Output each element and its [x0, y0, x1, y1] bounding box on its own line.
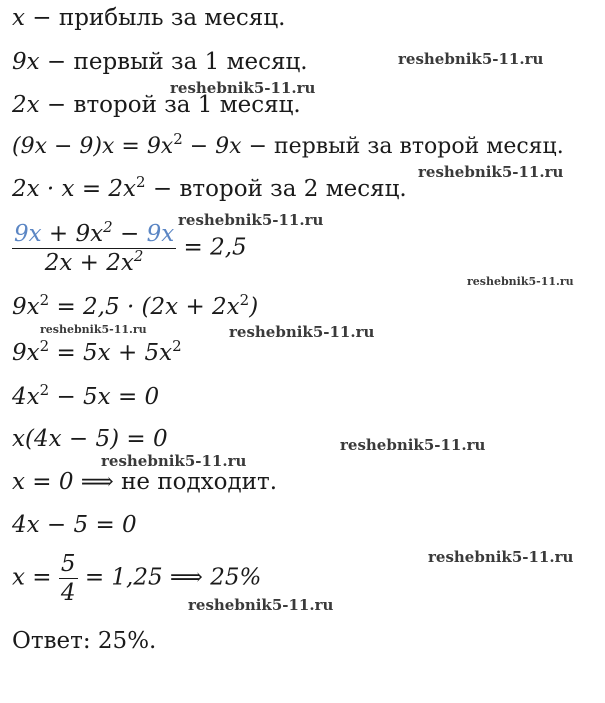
exponent: 2: [173, 130, 183, 148]
exponent: 2: [172, 337, 182, 355]
solution-line-8: [12, 339, 182, 367]
fraction-denominator: 4: [60, 580, 76, 606]
line-text: − прибыль за месяц.: [24, 5, 286, 31]
math-expression: x = 0 ⟹: [12, 469, 122, 495]
exponent: 2: [39, 291, 50, 309]
math-expression: x =: [12, 564, 59, 591]
watermark: reshebnik5-11.ru: [101, 452, 247, 470]
line-text: − первый за 1 месяц.: [39, 49, 308, 75]
math-expression: x(4x − 5) = 0: [12, 426, 168, 452]
watermark: reshebnik5-11.ru: [418, 163, 564, 181]
fraction-numerator: 5: [60, 551, 76, 577]
fraction-denominator: [12, 249, 176, 277]
watermark: reshebnik5-11.ru: [178, 211, 324, 229]
math-expression: 2x + 2x: [44, 250, 134, 276]
line-text: − второй за 2 месяц.: [145, 176, 407, 202]
solution-line-9: [12, 383, 159, 411]
solution-line-1: [12, 4, 285, 32]
exponent: 2: [133, 247, 144, 265]
watermark: reshebnik5-11.ru: [170, 79, 316, 97]
watermark: reshebnik5-11.ru: [398, 50, 544, 68]
exponent: 2: [239, 291, 250, 309]
fraction: [59, 550, 78, 607]
math-expression: 9x: [12, 49, 40, 75]
math-expression: −: [112, 221, 147, 247]
solution-line-5: [12, 175, 407, 203]
math-expression: 4x: [12, 384, 40, 410]
solution-line-11: [12, 468, 277, 496]
answer-text: Ответ: 25%.: [12, 628, 157, 654]
line-text: − первый за второй месяц.: [241, 134, 564, 159]
solution-line-14: [12, 627, 156, 655]
math-expression: − 5x = 0: [49, 384, 160, 410]
math-expression: = 2,5 · (2x + 2x: [49, 294, 240, 320]
exponent: 2: [39, 337, 50, 355]
watermark: reshebnik5-11.ru: [340, 436, 486, 454]
math-expression: = 2,5: [176, 234, 247, 261]
solution-line-7: [12, 293, 258, 321]
watermark: reshebnik5-11.ru: [188, 596, 334, 614]
fraction: [12, 220, 176, 277]
exponent: 2: [103, 218, 113, 236]
cancelled-term: 9x: [146, 221, 175, 247]
solution-line-4: [12, 130, 564, 161]
solution-line-2: [12, 48, 308, 76]
fraction-numerator: [12, 220, 176, 249]
solution-line-10: [12, 425, 168, 453]
math-expression: 2x: [12, 92, 40, 118]
math-expression: 9x: [12, 294, 40, 320]
line-text: не подходит.: [121, 469, 278, 495]
math-expression: = 1,25 ⟹ 25%: [77, 564, 262, 591]
cancelled-term: 9x: [14, 221, 42, 247]
exponent: 2: [136, 173, 146, 191]
line-text: − второй за 1 месяц.: [39, 92, 301, 118]
math-expression: = 5x + 5x: [49, 340, 173, 366]
exponent: 2: [39, 381, 50, 399]
math-expression: + 9x: [41, 221, 104, 247]
watermark: reshebnik5-11.ru: [467, 275, 574, 288]
math-expression: (9x − 9)x = 9x: [12, 134, 174, 159]
math-expression: 4x − 5 = 0: [12, 512, 137, 538]
math-expression: ): [249, 294, 259, 320]
math-expression: x: [12, 5, 25, 31]
math-expression: − 9x: [182, 134, 242, 159]
math-expression: 9x: [12, 340, 40, 366]
watermark: reshebnik5-11.ru: [229, 323, 375, 341]
watermark: reshebnik5-11.ru: [40, 323, 147, 336]
math-expression: 2x · x = 2x: [12, 176, 137, 202]
solution-line-12: [12, 511, 137, 539]
watermark: reshebnik5-11.ru: [428, 548, 574, 566]
